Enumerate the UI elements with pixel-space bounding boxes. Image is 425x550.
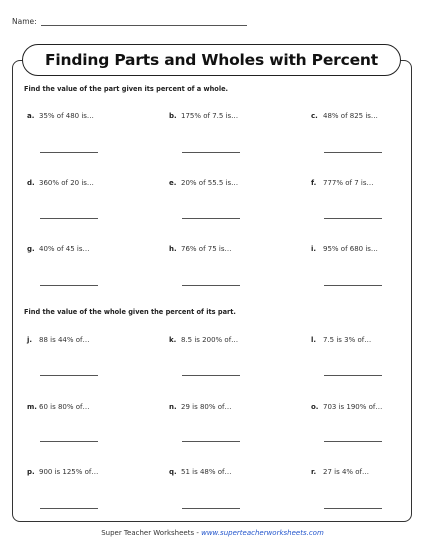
- problem-p: [27, 468, 98, 476]
- problem-letter: n.: [169, 403, 177, 411]
- problem-letter: p.: [27, 468, 35, 476]
- problem-d: [27, 179, 94, 187]
- answer-line-m[interactable]: [40, 441, 98, 442]
- problem-text: 360% of 20 is…: [39, 179, 94, 187]
- problem-f: [311, 179, 373, 187]
- problem-text: 900 is 125% of…: [39, 468, 99, 476]
- problem-letter: f.: [311, 179, 317, 187]
- problem-letter: r.: [311, 468, 317, 476]
- answer-line-f[interactable]: [324, 218, 382, 219]
- name-label: Name:: [12, 17, 37, 26]
- problem-text: 76% of 75 is…: [181, 245, 232, 253]
- worksheet-title: Finding Parts and Wholes with Percent: [22, 44, 401, 76]
- problem-e: [169, 179, 238, 187]
- problem-text: 40% of 45 is…: [39, 245, 90, 253]
- answer-line-k[interactable]: [182, 375, 240, 376]
- problem-k: [169, 336, 238, 344]
- problem-text: 703 is 190% of…: [323, 403, 383, 411]
- answer-line-o[interactable]: [324, 441, 382, 442]
- problem-text: 20% of 55.5 is…: [181, 179, 239, 187]
- footer-brand: Super Teacher Worksheets: [101, 529, 195, 537]
- footer: [0, 529, 425, 537]
- problem-q: [169, 468, 231, 476]
- problem-letter: k.: [169, 336, 177, 344]
- problem-text: 7.5 is 3% of…: [323, 336, 372, 344]
- problem-letter: b.: [169, 112, 177, 120]
- answer-line-e[interactable]: [182, 218, 240, 219]
- problem-letter: q.: [169, 468, 177, 476]
- problem-letter: o.: [311, 403, 319, 411]
- answer-line-g[interactable]: [40, 285, 98, 286]
- problem-m: [27, 403, 89, 411]
- problem-text: 88 is 44% of…: [39, 336, 90, 344]
- problem-c: [311, 112, 378, 120]
- problem-n: [169, 403, 231, 411]
- problem-letter: m.: [27, 403, 37, 411]
- name-row: [12, 17, 247, 26]
- problem-text: 777% of 7 is…: [323, 179, 374, 187]
- problem-letter: h.: [169, 245, 177, 253]
- problem-a: [27, 112, 94, 120]
- answer-line-l[interactable]: [324, 375, 382, 376]
- problem-b: [169, 112, 238, 120]
- problem-letter: a.: [27, 112, 35, 120]
- problem-l: [311, 336, 371, 344]
- problem-r: [311, 468, 369, 476]
- answer-line-p[interactable]: [40, 508, 98, 509]
- answer-line-r[interactable]: [324, 508, 382, 509]
- problem-g: [27, 245, 89, 253]
- answer-line-b[interactable]: [182, 152, 240, 153]
- problem-i: [311, 245, 378, 253]
- problem-text: 51 is 48% of…: [181, 468, 232, 476]
- worksheet-frame: [12, 60, 412, 522]
- answer-line-a[interactable]: [40, 152, 98, 153]
- problem-letter: j.: [27, 336, 33, 344]
- name-input-line[interactable]: [41, 18, 247, 26]
- problem-letter: c.: [311, 112, 318, 120]
- section1-instruction: Find the value of the part given its percent of a whole.: [24, 85, 229, 93]
- problem-text: 35% of 480 is…: [39, 112, 94, 120]
- answer-line-j[interactable]: [40, 375, 98, 376]
- problem-h: [169, 245, 231, 253]
- answer-line-i[interactable]: [324, 285, 382, 286]
- section2-instruction: Find the value of the whole given the percent of its part.: [24, 308, 236, 316]
- footer-separator: -: [194, 529, 202, 537]
- problem-o: [311, 403, 382, 411]
- problem-letter: i.: [311, 245, 317, 253]
- problem-letter: e.: [169, 179, 177, 187]
- answer-line-c[interactable]: [324, 152, 382, 153]
- answer-line-n[interactable]: [182, 441, 240, 442]
- problem-text: 48% of 825 is…: [323, 112, 378, 120]
- answer-line-d[interactable]: [40, 218, 98, 219]
- problem-text: 8.5 is 200% of…: [181, 336, 239, 344]
- problem-j: [27, 336, 89, 344]
- problem-letter: l.: [311, 336, 317, 344]
- problem-letter: g.: [27, 245, 35, 253]
- answer-line-h[interactable]: [182, 285, 240, 286]
- answer-line-q[interactable]: [182, 508, 240, 509]
- problem-letter: d.: [27, 179, 35, 187]
- problem-text: 175% of 7.5 is…: [181, 112, 239, 120]
- problem-text: 95% of 680 is…: [323, 245, 378, 253]
- footer-url-link[interactable]: www.superteacherworksheets.com: [201, 529, 324, 537]
- problem-text: 29 is 80% of…: [181, 403, 232, 411]
- problem-text: 27 is 4% of…: [323, 468, 370, 476]
- problem-text: 60 is 80% of…: [39, 403, 90, 411]
